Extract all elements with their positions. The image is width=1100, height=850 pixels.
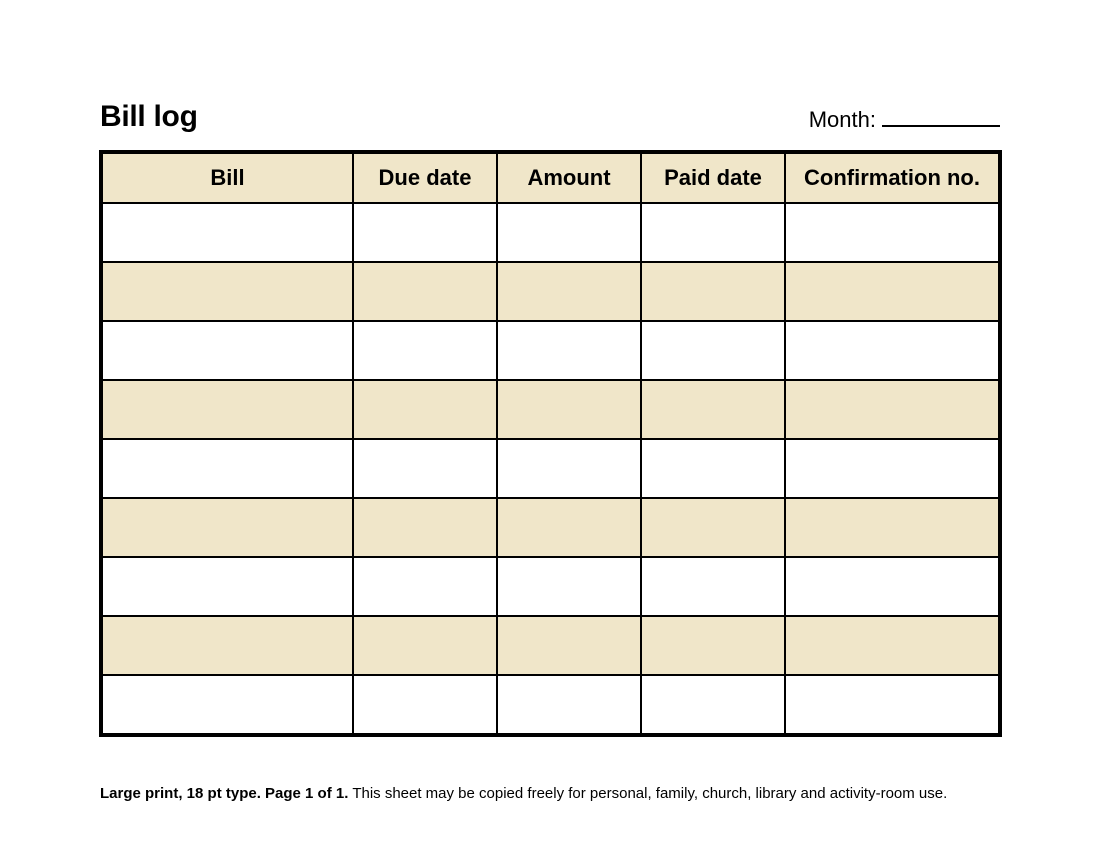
cell-bill[interactable] [101,675,353,735]
cell-bill[interactable] [101,321,353,380]
cell-bill[interactable] [101,557,353,616]
table-row [101,262,1000,321]
month-field [809,105,1000,133]
cell-paid-date[interactable] [641,262,785,321]
cell-due-date[interactable] [353,498,497,557]
column-header-due-date: Due date [353,152,497,203]
cell-due-date[interactable] [353,262,497,321]
table-row [101,675,1000,735]
cell-bill[interactable] [101,262,353,321]
cell-paid-date[interactable] [641,498,785,557]
cell-bill[interactable] [101,380,353,439]
cell-confirmation-no[interactable] [785,380,1000,439]
cell-confirmation-no[interactable] [785,675,1000,735]
month-blank-line[interactable] [882,105,1000,127]
footer-note [100,784,1005,804]
cell-confirmation-no[interactable] [785,203,1000,262]
cell-bill[interactable] [101,439,353,498]
column-header-confirmation-no: Confirmation no. [785,152,1000,203]
cell-confirmation-no[interactable] [785,498,1000,557]
cell-amount[interactable] [497,321,641,380]
table-body [101,203,1000,735]
cell-due-date[interactable] [353,675,497,735]
footer-bold-text: Large print, 18 pt type. Page 1 of 1. [100,785,349,802]
column-header-amount: Amount [497,152,641,203]
column-header-bill: Bill [101,152,353,203]
cell-due-date[interactable] [353,557,497,616]
cell-paid-date[interactable] [641,380,785,439]
cell-paid-date[interactable] [641,675,785,735]
table-row [101,616,1000,675]
table-row [101,498,1000,557]
cell-paid-date[interactable] [641,439,785,498]
table-row [101,380,1000,439]
cell-confirmation-no[interactable] [785,262,1000,321]
cell-bill[interactable] [101,203,353,262]
cell-confirmation-no[interactable] [785,557,1000,616]
cell-paid-date[interactable] [641,203,785,262]
cell-paid-date[interactable] [641,321,785,380]
cell-amount[interactable] [497,498,641,557]
cell-due-date[interactable] [353,203,497,262]
table-row [101,557,1000,616]
page-title: Bill log [100,100,198,133]
cell-bill[interactable] [101,616,353,675]
footer-text: This sheet may be copied freely for personal, family, church, library and activity-room use. [352,785,948,802]
cell-confirmation-no[interactable] [785,321,1000,380]
cell-due-date[interactable] [353,439,497,498]
cell-confirmation-no[interactable] [785,616,1000,675]
cell-due-date[interactable] [353,321,497,380]
cell-amount[interactable] [497,616,641,675]
column-header-paid-date: Paid date [641,152,785,203]
table-row [101,203,1000,262]
cell-due-date[interactable] [353,616,497,675]
cell-amount[interactable] [497,557,641,616]
cell-bill[interactable] [101,498,353,557]
bill-log-table [99,150,1002,737]
cell-amount[interactable] [497,380,641,439]
cell-amount[interactable] [497,675,641,735]
cell-paid-date[interactable] [641,616,785,675]
cell-amount[interactable] [497,262,641,321]
cell-amount[interactable] [497,439,641,498]
month-label: Month: [808,107,876,132]
cell-paid-date[interactable] [641,557,785,616]
cell-due-date[interactable] [353,380,497,439]
cell-confirmation-no[interactable] [785,439,1000,498]
header-row [101,152,1000,203]
table-row [101,439,1000,498]
cell-amount[interactable] [497,203,641,262]
table-row [101,321,1000,380]
